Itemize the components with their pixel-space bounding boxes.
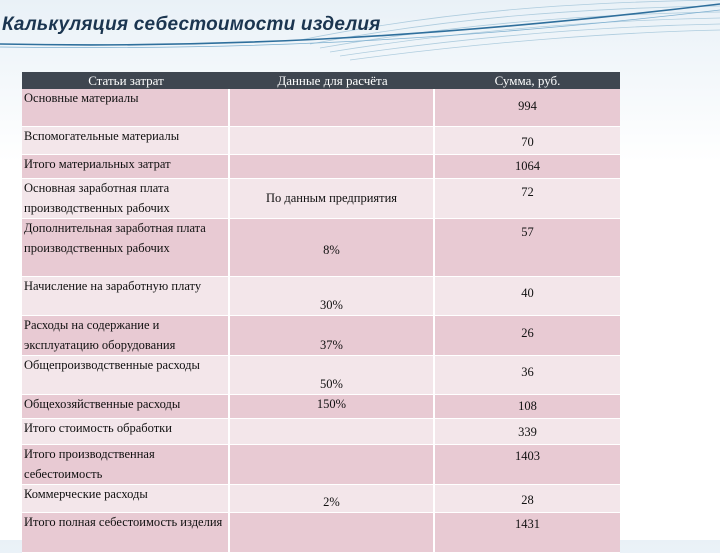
cell-data [230,89,435,127]
cell-data: 50% [230,356,435,395]
cell-item: Основные материалы [22,89,230,127]
cell-item: Итого материальных затрат [22,155,230,179]
header-calc-data: Данные для расчёта [230,72,435,89]
table-row [22,89,620,127]
cell-item: Расходы на содержание и эксплуатацию оборудования [22,316,230,356]
table-row [22,277,620,316]
cell-item: Дополнительная заработная плата производственных рабочих [22,219,230,277]
cell-data: 37% [230,316,435,356]
cell-sum: 26 [435,316,620,356]
cell-item: Вспомогательные материалы [22,127,230,155]
cell-item: Коммерческие расходы [22,485,230,513]
cell-sum: 994 [435,89,620,127]
table-row [22,485,620,513]
table-row [22,127,620,155]
table-row [22,395,620,419]
cell-item: Общехозяйственные расходы [22,395,230,419]
table-row [22,179,620,219]
cell-sum: 57 [435,219,620,277]
cell-sum: 339 [435,419,620,445]
cell-sum: 72 [435,179,620,219]
cell-item: Основная заработная плата производственных рабочих [22,179,230,219]
table-row [22,155,620,179]
table-row [22,513,620,553]
cell-sum: 40 [435,277,620,316]
page-title: Калькуляция себестоимости изделия [2,14,381,35]
cell-data [230,155,435,179]
table-row [22,316,620,356]
table-row [22,445,620,485]
cell-data [230,127,435,155]
header-cost-item: Статьи затрат [22,72,230,89]
cell-item: Общепроизводственные расходы [22,356,230,395]
cell-data: 30% [230,277,435,316]
cell-data: 8% [230,219,435,277]
cell-sum: 1064 [435,155,620,179]
cell-data [230,513,435,553]
cell-sum: 1431 [435,513,620,553]
cell-data: По данным предприятия [230,179,435,219]
cell-item: Итого производственная себестоимость [22,445,230,485]
header-sum: Сумма, руб. [435,72,620,89]
cost-calculation-table [22,72,620,553]
cell-sum: 108 [435,395,620,419]
cell-data: 150% [230,395,435,419]
cell-item: Итого полная себестоимость изделия [22,513,230,553]
cell-item: Начисление на заработную плату [22,277,230,316]
table-row [22,419,620,445]
table-row [22,219,620,277]
cell-data [230,419,435,445]
cell-data [230,445,435,485]
table-header-row [22,72,620,89]
cell-data: 2% [230,485,435,513]
cell-sum: 70 [435,127,620,155]
cell-sum: 36 [435,356,620,395]
cell-item: Итого стоимость обработки [22,419,230,445]
cell-sum: 1403 [435,445,620,485]
table-row [22,356,620,395]
cell-sum: 28 [435,485,620,513]
